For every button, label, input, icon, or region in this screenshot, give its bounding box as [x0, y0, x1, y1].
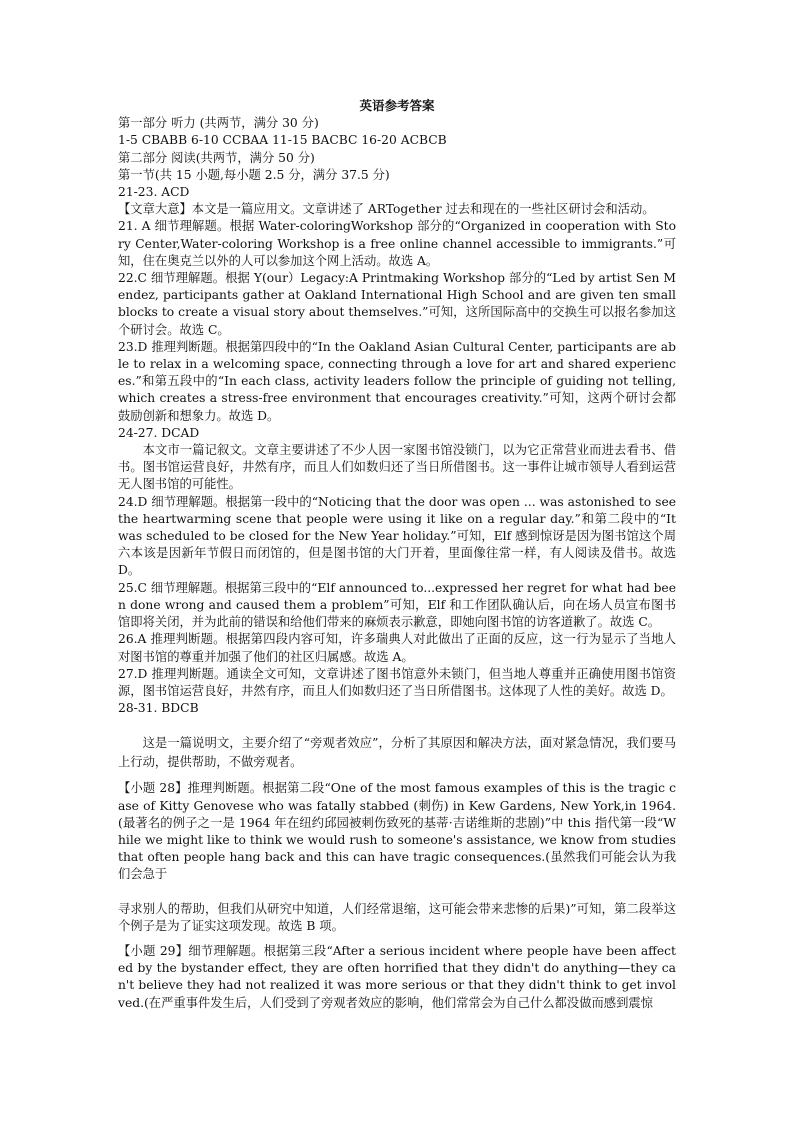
passage-c-summary: 这是一篇说明文，主要介绍了“旁观者效应”，分析了其原因和解决方法，面对紧急情况，我们要马上行动，提供帮助，不做旁观者。	[118, 736, 676, 770]
part2-header: 第二部分 阅读(共两节，满分 50 分)	[118, 150, 315, 165]
question-26-explanation: 26.A 推理判断题。根据第四段内容可知，许多瑞典人对此做出了正面的反应，这一行为显示了当地人对图书馆的尊重并加强了他们的社区归属感。故选 A。	[118, 632, 676, 664]
passage-c-answers: 28-31. BDCB	[118, 701, 199, 716]
part1-header: 第一部分 听力 (共两节，满分 30 分)	[118, 116, 319, 131]
spacer	[118, 884, 676, 901]
question-24-explanation: 24.D 细节理解题。根据第一段中的“Noticing that the door was open ... was astonished to see the heartwarming scene that people were using it like on a regular day.”和第二段中的“It was scheduled to be closed for the New Year holiday.”可知，Elf 感到惊讶是因为图书馆这个周六本该是因新年节假日而闭馆的，但是图书馆的大门开着，里面像往常一样，有人阅读及借书。故选 D。	[118, 494, 676, 578]
answer-key-document	[118, 97, 676, 1012]
document-title: 英语参考答案	[359, 98, 435, 113]
question-21-explanation: 21. A 细节理解题。根据 Water-coloringWorkshop 部分的“Organized in cooperation with Story Center,Water-coloring Workshop is a free online channel accessible to immigrants.”可知，住在奥克兰以外的人可以参加这个网上活动。故选 A。	[118, 219, 676, 268]
section1-header: 第一节(共 15 小题,每小题 2.5 分，满分 37.5 分)	[118, 167, 390, 182]
question-23-explanation: 23.D 推理判断题。根据第四段中的“In the Oakland Asian Cultural Center, participants are able to relax in a welcoming space, connecting through a love for art and shared experiences.”和第五段中的“In each class, activity leaders follow the principle of guiding not telling, which creates a stress-free environment that encourages creativity.”可知，这两个研讨会都鼓励创新和想象力。故选 D。	[118, 339, 676, 423]
question-29-explanation: 【小题 29】细节理解题。根据第三段“After a serious incident where people have been affected by the bystander effect, they are often horrified that they didn't do anything—they can't believe they had not realized it was more serious or that they didn't think to get involved.(在严重事件发生后，人们受到了旁观者效应的影响，他们常常会为自己什么都没做而感到震惊	[118, 943, 676, 1010]
spacer	[118, 935, 676, 943]
passage-b-summary: 本文市一篇记叙文。文章主要讲述了不少人因一家图书馆没锁门，以为它正常营业而进去看书、借书。图书馆运营良好，井然有序，而且人们如数归还了当日所借图书。这一事件让城市领导人看到运营无人图书馆的可能性。	[118, 443, 676, 492]
question-22-explanation: 22.C 细节理解题。根据 Y(our）Legacy:A Printmaking Workshop 部分的“Led by artist Sen Mendez, participants gather at Oakland International High School and are given ten small blocks to create a visual story about themselves.”可知，这所国际高中的交换生可以报名参加这个研讨会。故选 C。	[118, 271, 676, 337]
passage-b-answers: 24-27. DCAD	[118, 425, 200, 440]
spacer	[118, 772, 676, 780]
question-25-explanation: 25.C 细节理解题。根据第三段中的“Elf announced to...expressed her regret for what had been done wrong and caused them a problem”可知，Elf 和工作团队确认后，向在场人员宣布图书馆即将关闭，并为此前的错误和给他们带来的麻烦表示歉意，即她向图书馆的访客道歉了。故选 C。	[118, 580, 676, 630]
passage-a-summary: 【文章大意】本文是一篇应用文。文章讲述了 ARTogether 过去和现在的一些社区研讨会和活动。	[118, 202, 655, 217]
part1-answers: 1-5 CBABB 6-10 CCBAA 11-15 BACBC 16-20 ACBCB	[118, 133, 447, 148]
spacer	[118, 717, 676, 734]
question-28-explanation: 【小题 28】推理判断题。根据第二段“One of the most famous examples of this is the tragic case of Kitty Genovese who was fatally stabbed (刺伤) in Kew Gardens, New York,in 1964.(最著名的例子之一是 1964 年在纽约邱园被刺伤致死的基蒂·吉诺维斯的悲剧)”中 this 指代第一段“While we might like to think we would rush to someone's assistance, we know from studies that often people hang back and this can have tragic consequences.(虽然我们可能会认为我们会急于	[118, 781, 676, 882]
passage-a-answers: 21-23. ACD	[118, 185, 190, 200]
question-28-explanation-continued: 寻求别人的帮助，但我们从研究中知道，人们经常退缩，这可能会带来悲惨的后果)”可知，第二段举这个例子是为了证实这项发现。故选 B 项。	[118, 901, 676, 933]
question-27-explanation: 27.D 推理判断题。通读全文可知，文章讲述了图书馆意外未锁门，但当地人尊重并正确使用图书馆资源，图书馆运营良好，井然有序，而且人们如数归还了当日所借图书。这体现了人性的美好。故选 D。	[118, 666, 676, 698]
